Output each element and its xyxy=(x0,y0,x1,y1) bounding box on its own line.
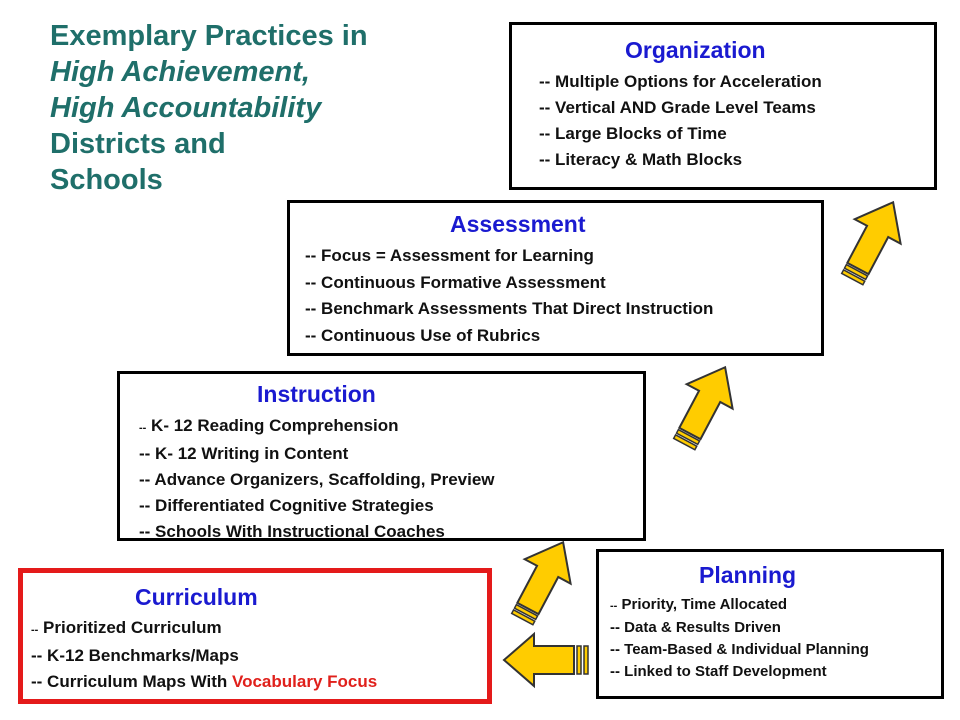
item-dash: -- xyxy=(610,600,618,612)
assessment-item: -- Continuous Use of Rubrics xyxy=(305,325,541,345)
assessment-item: -- Focus = Assessment for Learning xyxy=(305,246,594,265)
title-line-2: High Achievement, xyxy=(50,56,310,88)
planning-item: -- Linked to Staff Development xyxy=(610,663,827,680)
instruction-item: -- Schools With Instructional Coaches xyxy=(139,522,445,541)
instruction-item: -- K- 12 Writing in Content xyxy=(139,444,349,463)
assessment-list xyxy=(305,243,713,349)
vocabulary-focus-highlight: Vocabulary Focus xyxy=(232,672,378,691)
organization-heading: Organization xyxy=(625,37,766,63)
instruction-list xyxy=(139,413,495,545)
curriculum-item: -- K-12 Benchmarks/Maps xyxy=(31,646,239,665)
item-dash: -- xyxy=(31,624,39,636)
curriculum-item xyxy=(31,669,377,695)
page-title xyxy=(50,18,450,198)
item-text: -- Curriculum Maps With xyxy=(31,672,233,691)
title-line-1: Exemplary Practices in xyxy=(50,20,368,52)
organization-list xyxy=(539,69,822,173)
instruction-item: -- Differentiated Cognitive Strategies xyxy=(139,496,434,515)
planning-heading: Planning xyxy=(699,562,797,588)
curriculum-heading: Curriculum xyxy=(135,584,258,610)
instruction-item xyxy=(139,413,495,441)
organization-item: -- Large Blocks of Time xyxy=(539,124,727,143)
arrow-up-right-icon xyxy=(502,535,582,630)
planning-item: -- Data & Results Driven xyxy=(610,619,781,636)
item-text: Prioritized Curriculum xyxy=(38,618,222,637)
assessment-item: -- Continuous Formative Assessment xyxy=(305,272,606,292)
assessment-box xyxy=(287,200,824,356)
organization-item: -- Vertical AND Grade Level Teams xyxy=(539,98,816,117)
title-line-5: Schools xyxy=(50,164,163,196)
instruction-item: -- Advance Organizers, Scaffolding, Preview xyxy=(139,470,495,489)
planning-item xyxy=(610,594,869,617)
organization-box xyxy=(509,22,937,190)
title-line-4: Districts and xyxy=(50,128,226,160)
arrow-up-right-icon xyxy=(664,360,744,455)
item-dash: -- xyxy=(139,422,147,434)
assessment-heading: Assessment xyxy=(450,211,586,237)
curriculum-item xyxy=(31,615,377,643)
planning-box xyxy=(596,549,944,699)
arrow-left-icon xyxy=(500,630,595,690)
instruction-heading: Instruction xyxy=(257,381,376,407)
title-line-3: High Accountability xyxy=(50,92,322,124)
organization-item: -- Multiple Options for Acceleration xyxy=(539,72,822,91)
instruction-box xyxy=(117,371,646,541)
curriculum-box xyxy=(18,568,492,704)
assessment-item: -- Benchmark Assessments That Direct Instruction xyxy=(305,299,714,318)
organization-item: -- Literacy & Math Blocks xyxy=(539,150,743,169)
planning-list xyxy=(610,594,869,683)
arrow-up-right-icon xyxy=(832,195,912,290)
planning-item: -- Team-Based & Individual Planning xyxy=(610,641,869,658)
curriculum-list xyxy=(31,615,377,695)
item-text: Priority, Time Allocated xyxy=(617,596,788,613)
item-text: K- 12 Reading Comprehension xyxy=(146,416,399,435)
